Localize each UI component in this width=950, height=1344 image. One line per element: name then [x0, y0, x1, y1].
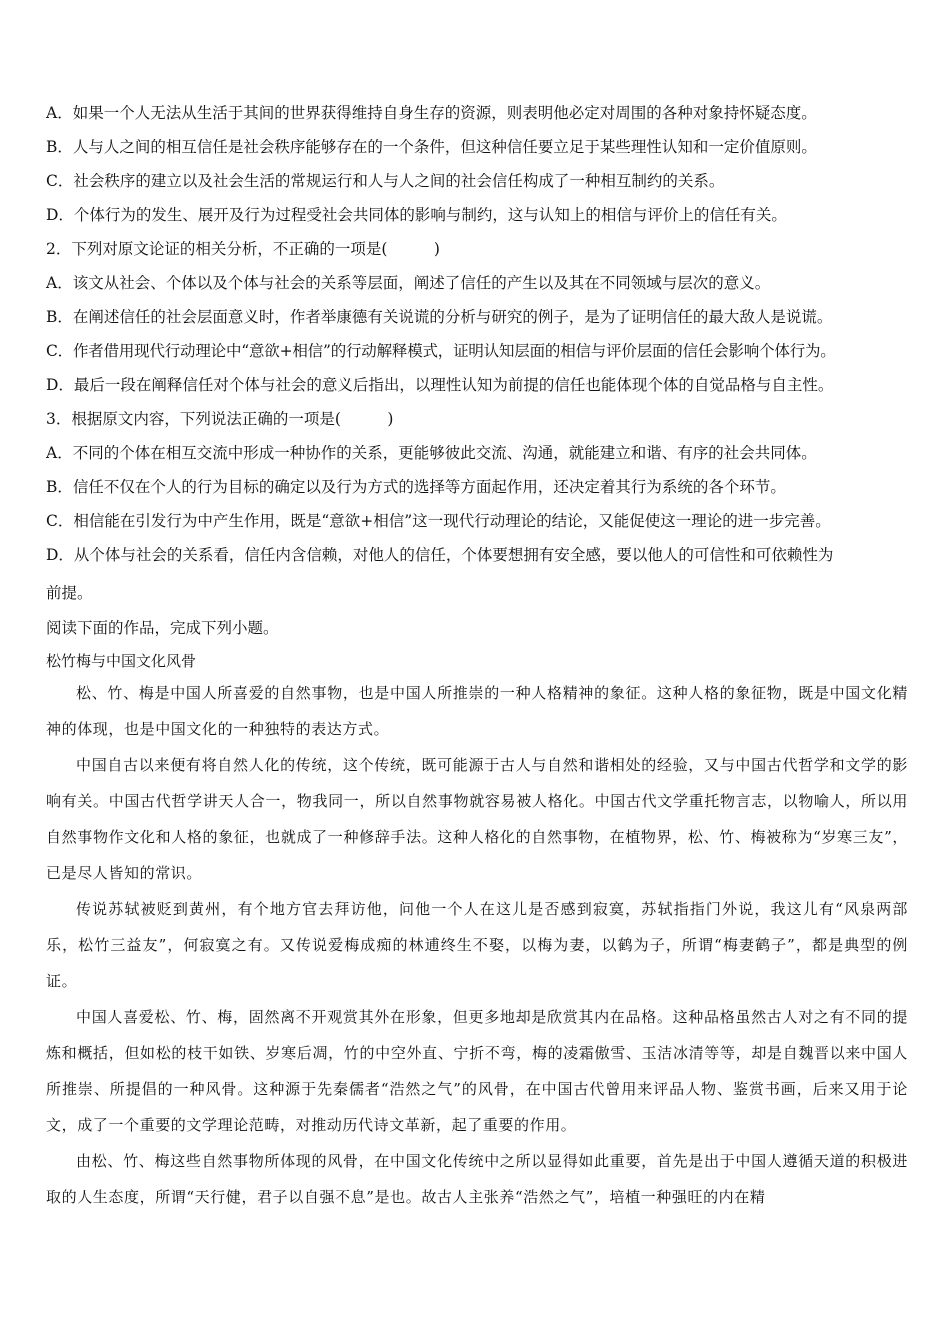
article-paragraph: 中国人喜爱松、竹、梅，固然离不开观赏其外在形象，但更多地却是欣赏其内在品格。这种品格虽然古人对之有不同的提炼和概括，但如松的枝干如铁、岁寒后凋，竹的中空外直、宁折不弯，梅的凌霜傲雪、玉洁冰清等等，却是自魏晋以来中国人所推崇、所提倡的一种风骨。这种源于先秦儒者“浩然之气”的风骨，在中国古代曾用来评品人物、鉴赏书画，后来又用于论文，成了一个重要的文学理论范畴，对推动历代诗文革新，起了重要的作用。 [46, 1008, 908, 1134]
q2-option-b: B．在阐述信任的社会层面意义时，作者举康德有关说谎的分析与研究的例子，是为了证明信任的最大敌人是说谎。 [46, 308, 833, 326]
q3-option-c: C．相信能在引发行为中产生作用，既是“意欲+相信”这一现代行动理论的结论，又能促使这一理论的进一步完善。 [46, 512, 831, 530]
q2-option-c: C．作者借用现代行动理论中“意欲+相信”的行动解释模式，证明认知层面的相信与评价层面的信任会影响个体行为。 [46, 342, 836, 360]
reading-intro: 阅读下面的作品，完成下列小题。 [46, 619, 279, 637]
q1-option-a: A．如果一个人无法从生活于其间的世界获得维持自身生存的资源，则表明他必定对周围的各种对象持怀疑态度。 [46, 104, 817, 122]
article-paragraph: 由松、竹、梅这些自然事物所体现的风骨，在中国文化传统中之所以显得如此重要，首先是出于中国人遵循天道的积极进取的人生态度，所谓“天行健，君子以自强不息”是也。故古人主张养“浩然之气”，培植一种强旺的内在精 [46, 1152, 908, 1206]
q3-option-b: B．信任不仅在个人的行为目标的确定以及行为方式的选择等方面起作用，还决定着其行为系统的各个环节。 [46, 478, 786, 496]
article-title: 松竹梅与中国文化风骨 [46, 652, 197, 670]
article-paragraph: 中国自古以来便有将自然人化的传统，这个传统，既可能源于古人与自然和谐相处的经验，又与中国古代哲学和文学的影响有关。中国古代哲学讲天人合一，物我同一，所以自然事物就容易被人格化。中国古代文学重托物言志，以物喻人，所以用自然事物作文化和人格的象征，也就成了一种修辞手法。这种人格化的自然事物，在植物界，松、竹、梅被称为“岁寒三友”，已是尽人皆知的常识。 [46, 756, 908, 882]
q2-option-a: A．该文从社会、个体以及个体与社会的关系等层面，阐述了信任的产生以及其在不同领域与层次的意义。 [46, 274, 771, 292]
q2-stem: 2．下列对原文论证的相关分析，不正确的一项是( ) [46, 240, 440, 258]
article-body [46, 675, 908, 1215]
article-paragraph: 松、竹、梅是中国人所喜爱的自然事物，也是中国人所推崇的一种人格精神的象征。这种人格的象征物，既是中国文化精神的体现，也是中国文化的一种独特的表达方式。 [46, 684, 908, 738]
q3-option-d-continued: 前提。 [46, 584, 93, 602]
q2-option-d: D．最后一段在阐释信任对个体与社会的意义后指出，以理性认知为前提的信任也能体现个体的自觉品格与自主性。 [46, 376, 834, 394]
article-paragraph: 传说苏轼被贬到黄州，有个地方官去拜访他，问他一个人在这儿是否感到寂寞，苏轼指指门外说，我这儿有“风泉两部乐，松竹三益友”，何寂寞之有。又传说爱梅成痴的林逋终生不娶，以梅为妻，以鹤为子，所谓“梅妻鹤子”，都是典型的例证。 [46, 900, 908, 990]
q1-option-b: B．人与人之间的相互信任是社会秩序能够存在的一个条件，但这种信任要立足于某些理性认知和一定价值原则。 [46, 138, 817, 156]
q3-stem: 3．根据原文内容，下列说法正确的一项是( ) [46, 410, 394, 428]
q3-option-a: A．不同的个体在相互交流中形成一种协作的关系，更能够彼此交流、沟通，就能建立和谐、有序的社会共同体。 [46, 444, 817, 462]
q3-option-d: D．从个体与社会的关系看，信任内含信赖，对他人的信任，个体要想拥有安全感，要以他人的可信性和可依赖性为 [46, 546, 834, 564]
q1-option-d: D．个体行为的发生、展开及行为过程受社会共同体的影响与制约，这与认知上的相信与评价上的信任有关。 [46, 206, 787, 224]
q1-option-c: C．社会秩序的建立以及社会生活的常规运行和人与人之间的社会信任构成了一种相互制约的关系。 [46, 172, 725, 190]
